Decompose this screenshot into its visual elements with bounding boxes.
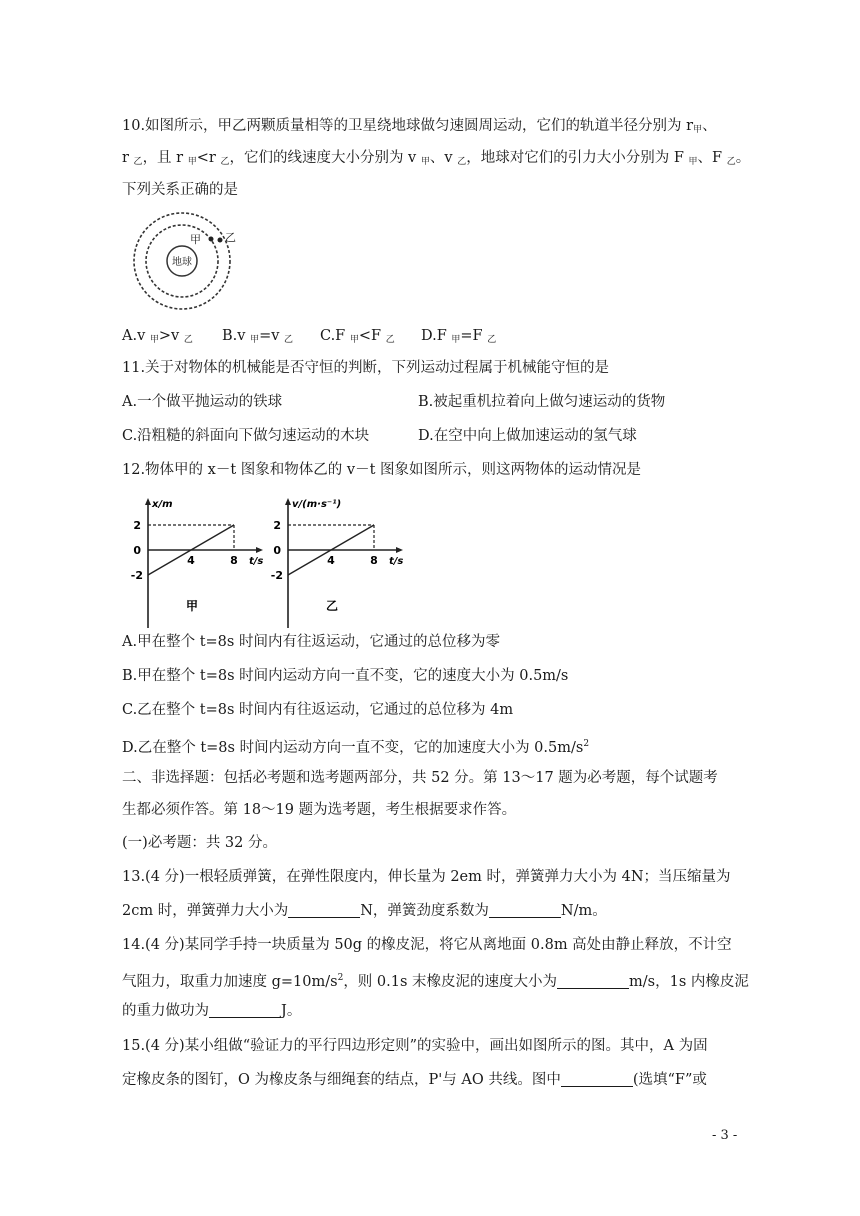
q11-option-a: A.一个做平抛运动的铁球 <box>122 394 283 410</box>
y-tick-label: 0 <box>273 544 281 557</box>
q10-option-text: 甲 <box>349 335 359 345</box>
q10-option-a <box>122 326 193 350</box>
q10-option-text: A.v <box>122 328 150 344</box>
q10-stem-line2 <box>122 148 750 172</box>
y-axis-arrow <box>285 498 291 505</box>
q14-blank-1[interactable] <box>557 974 629 989</box>
q15-line1: 15.(4 分)某小组做“验证力的平行四边形定则”的实验中，画出如图所示的图。其中，A 为固 <box>122 1038 708 1054</box>
q11-option-c: C.沿粗糙的斜面向下做匀速运动的木块 <box>122 428 370 444</box>
y-tick-label: -2 <box>130 569 143 582</box>
q10-line2-segment: 甲 <box>420 157 430 167</box>
page-number: - 3 - <box>712 1128 738 1143</box>
q10-option-text: =F <box>460 328 488 344</box>
q10-line2-segment: 乙 <box>726 157 736 167</box>
q10-option-text: 甲 <box>250 335 260 345</box>
q10-line2-segment: 乙 <box>220 157 230 167</box>
q10-line2-segment: ，地球对它们的引力大小分别为 F <box>466 150 689 166</box>
q10-option-text: =v <box>259 328 285 344</box>
q10-option-text: >v <box>158 328 184 344</box>
q10-option-text: B.v <box>222 328 251 344</box>
satellite-jia <box>209 237 214 242</box>
q10-line2-segment: ，且 r <box>142 150 188 166</box>
q10-option-text: 甲 <box>149 335 159 345</box>
x-axis-arrow <box>256 547 263 553</box>
x-tick-label: 4 <box>187 554 195 567</box>
q10-option-d <box>421 326 496 350</box>
q10-option-text: 乙 <box>487 335 497 345</box>
q10-option-b <box>222 326 293 350</box>
q14-line3: 的重力做功为 J。 <box>122 1003 302 1019</box>
q13-blank-1[interactable] <box>288 903 360 918</box>
y-axis-arrow <box>145 498 151 505</box>
chart-caption: 甲 <box>185 599 199 613</box>
q10-option-text: 乙 <box>183 335 193 345</box>
q10-stem-line3: 下列关系正确的是 <box>122 182 238 198</box>
q10-line2-segment: <r <box>196 150 221 166</box>
q15-blank-1[interactable] <box>561 1072 633 1087</box>
q10-line2-segment: 。 <box>735 150 751 166</box>
q10-line2-segment: 、F <box>697 150 727 166</box>
q11-option-d: D.在空中向上做加速运动的氢气球 <box>418 428 637 444</box>
q10-stem-line1: 10.如图所示，甲乙两颗质量相等的卫星绕地球做匀速圆周运动，它们的轨道半径分别为 $r_甲$、 <box>122 118 717 135</box>
q14-line2: 气阻力，取重力加速度 $g=10m/s^2$，则 0.1s 末橡皮泥的速度大小为 m/s，1s 内橡皮泥 <box>122 973 749 990</box>
q10-option-text: <F <box>358 328 386 344</box>
y-tick-label: 2 <box>273 519 281 532</box>
q11-stem: 11.关于对物体的机械能是否守恒的判断，下列运动过程属于机械能守恒的是 <box>122 360 610 376</box>
q10-line2-segment: 甲 <box>688 157 698 167</box>
q13-line2: 2cm 时，弹簧弹力大小为 N，弹簧劲度系数为 N/m。 <box>122 903 607 919</box>
y-tick-label: 0 <box>133 544 141 557</box>
q10-line2-segment: 甲 <box>187 157 197 167</box>
satellite-jia-label: 甲 <box>190 233 201 246</box>
chart-yi-vt <box>268 494 418 630</box>
part2-intro-line2: 生都必须作答。第 18～19 题为选考题，考生根据要求作答。 <box>122 802 517 818</box>
x-axis-arrow <box>396 547 403 553</box>
q13-line1: 13.(4 分)一根轻质弹簧，在弹性限度内，伸长量为 2em 时，弹簧弹力大小为 4N；当压缩量为 <box>122 869 731 885</box>
q10-option-text: C.F <box>320 328 350 344</box>
y-tick-label: 2 <box>133 519 141 532</box>
y-axis-label: v/(m·s⁻¹) <box>292 499 342 510</box>
q14-line1: 14.(4 分)某同学手持一块质量为 50g 的橡皮泥，将它从离地面 0.8m 高处由静止释放，不计空 <box>122 937 732 953</box>
q12-option-a: A.甲在整个 t=8s 时间内有往返运动，它通过的总位移为零 <box>122 634 500 650</box>
q10-line2-segment: 、v <box>429 150 458 166</box>
q10-option-text: 甲 <box>451 335 461 345</box>
q12-option-d: D.乙在整个 t=8s 时间内运动方向一直不变，它的加速度大小为 $0.5m/s^2$ <box>122 739 590 756</box>
x-axis-label: t/s <box>389 556 404 567</box>
q12-option-c: C.乙在整个 t=8s 时间内有往返运动，它通过的总位移为 4m <box>122 702 514 718</box>
y-tick-label: -2 <box>270 569 283 582</box>
chart-caption: 乙 <box>325 599 339 613</box>
satellite-yi-label: 乙 <box>225 231 236 244</box>
q10-line2-segment: 乙 <box>133 157 143 167</box>
q10-line2-segment: r <box>122 150 134 166</box>
q15-line2: 定橡皮条的图钉，O 为橡皮条与细绳套的结点，P'与 AO 共线。图中 (选填“F”或 <box>122 1072 707 1088</box>
q12-option-b: B.甲在整个 t=8s 时间内运动方向一直不变，它的速度大小为 0.5m/s <box>122 668 569 684</box>
q10-option-text: D.F <box>421 328 452 344</box>
q10-option-text: 乙 <box>385 335 395 345</box>
y-axis-label: x/m <box>152 499 173 510</box>
orbit-figure <box>126 211 244 313</box>
x-tick-label: 8 <box>370 554 378 567</box>
q10-line2-segment: 乙 <box>457 157 467 167</box>
satellite-yi <box>218 238 223 243</box>
q10-option-text: 乙 <box>284 335 294 345</box>
chart-jia-xt <box>128 494 278 630</box>
q14-blank-2[interactable] <box>209 1003 281 1018</box>
x-tick-label: 4 <box>327 554 335 567</box>
q12-stem: 12.物体甲的 x－t 图象和物体乙的 v－t 图象如图所示，则这两物体的运动情况是 <box>122 462 642 478</box>
x-tick-label: 8 <box>230 554 238 567</box>
part2-required-heading: (一)必考题：共 32 分。 <box>122 835 277 851</box>
q10-option-c <box>320 326 395 350</box>
q13-blank-2[interactable] <box>489 903 561 918</box>
q11-option-b: B.被起重机拉着向上做匀速运动的货物 <box>418 394 666 410</box>
earth-label: 地球 <box>172 257 192 268</box>
x-axis-label: t/s <box>249 556 264 567</box>
q10-line2-segment: ，它们的线速度大小分别为 v <box>229 150 421 166</box>
part2-intro-line1: 二、非选择题：包括必考题和选考题两部分，共 52 分。第 13～17 题为必考题，每个试题考 <box>122 770 718 786</box>
